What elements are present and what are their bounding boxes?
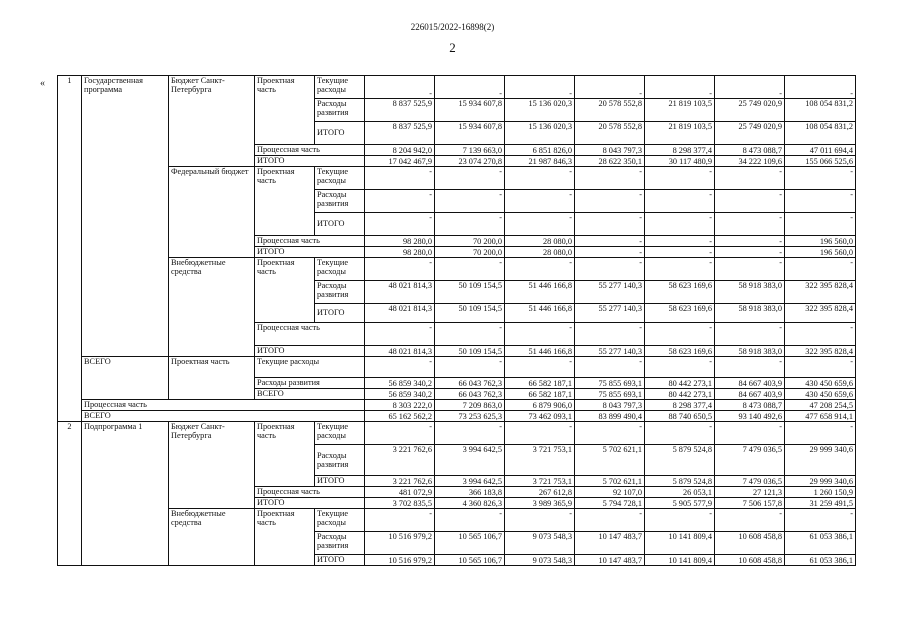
value-cell: - — [435, 213, 505, 236]
expense-type: Расходы развития — [315, 281, 365, 304]
value-cell: - — [785, 509, 856, 532]
value-cell: 28 080,0 — [505, 247, 575, 258]
value-cell: 10 516 979,2 — [365, 532, 435, 555]
value-cell: 5 879 524,8 — [645, 476, 715, 487]
value-cell: 65 162 562,2 — [365, 411, 435, 422]
value-cell: 50 109 154,5 — [435, 281, 505, 304]
value-cell: 66 043 762,3 — [435, 378, 505, 389]
value-cell: 88 740 650,5 — [645, 411, 715, 422]
value-cell: 15 136 020,3 — [505, 99, 575, 122]
value-cell: 3 702 835,5 — [365, 498, 435, 509]
part-label: Процессная часть — [255, 145, 365, 156]
table-row — [58, 411, 856, 422]
value-cell: 26 053,1 — [645, 487, 715, 498]
value-cell: 55 277 140,3 — [575, 281, 645, 304]
table-row — [58, 487, 856, 498]
total-label: ИТОГО — [255, 247, 365, 258]
document-id: 226015/2022-16898(2) — [410, 22, 495, 32]
value-cell: 8 043 797,3 — [575, 400, 645, 411]
value-cell: 27 121,3 — [715, 487, 785, 498]
page-number: 2 — [449, 40, 456, 55]
source-label: Внебюджетные средства — [169, 509, 255, 532]
opening-quote: « — [40, 78, 45, 89]
table-row — [58, 532, 856, 555]
table-row — [58, 122, 856, 145]
value-cell: - — [505, 76, 575, 99]
value-cell: - — [715, 167, 785, 190]
value-cell: 108 054 831,2 — [785, 99, 856, 122]
expense-type: Текущие расходы — [315, 167, 365, 190]
expense-type: ИТОГО — [315, 304, 365, 323]
value-cell: 48 021 814,3 — [365, 346, 435, 357]
value-cell: 5 794 728,1 — [575, 498, 645, 509]
value-cell: 61 053 386,1 — [785, 532, 856, 555]
value-cell: - — [645, 509, 715, 532]
row-number: 2 — [58, 422, 82, 445]
value-cell: 10 608 458,8 — [715, 555, 785, 566]
value-cell: 51 446 166,8 — [505, 346, 575, 357]
value-cell: - — [715, 190, 785, 213]
table-row — [58, 498, 856, 509]
expense-type: Расходы развития — [315, 190, 365, 213]
part-label: Проектная часть — [255, 422, 315, 445]
expense-type: ИТОГО — [315, 476, 365, 487]
value-cell: 50 109 154,5 — [435, 304, 505, 323]
value-cell: 1 260 150,9 — [785, 487, 856, 498]
value-cell: - — [365, 213, 435, 236]
value-cell: - — [575, 509, 645, 532]
value-cell: - — [645, 323, 715, 346]
value-cell: 15 934 607,8 — [435, 99, 505, 122]
value-cell: 8 473 088,7 — [715, 400, 785, 411]
value-cell: 10 141 809,4 — [645, 555, 715, 566]
value-cell: 56 859 340,2 — [365, 378, 435, 389]
value-cell: 3 221 762,6 — [365, 445, 435, 476]
value-cell: 58 623 169,6 — [645, 304, 715, 323]
value-cell: - — [645, 190, 715, 213]
value-cell: - — [785, 190, 856, 213]
expense-type: Текущие расходы — [315, 258, 365, 281]
program-label: Государственная программа — [82, 76, 169, 99]
value-cell: 10 141 809,4 — [645, 532, 715, 555]
value-cell: - — [505, 190, 575, 213]
program-label: Подпрограмма 1 — [82, 422, 169, 445]
expense-type: ИТОГО — [315, 122, 365, 145]
value-cell: - — [715, 509, 785, 532]
value-cell: - — [785, 76, 856, 99]
value-cell: - — [645, 167, 715, 190]
expense-type: Расходы развития — [315, 445, 365, 476]
value-cell: - — [435, 422, 505, 445]
value-cell: - — [715, 422, 785, 445]
value-cell: 8 298 377,4 — [645, 400, 715, 411]
value-cell: - — [575, 236, 645, 247]
value-cell: 51 446 166,8 — [505, 304, 575, 323]
expense-type: Расходы развития — [315, 99, 365, 122]
value-cell: 25 749 020,9 — [715, 122, 785, 145]
value-cell: - — [365, 76, 435, 99]
value-cell: 267 612,8 — [505, 487, 575, 498]
value-cell: - — [575, 258, 645, 281]
value-cell: 3 721 753,1 — [505, 445, 575, 476]
value-cell: 322 395 828,4 — [785, 304, 856, 323]
value-cell: 7 479 036,5 — [715, 476, 785, 487]
value-cell: - — [785, 357, 856, 378]
value-cell: 5 905 577,9 — [645, 498, 715, 509]
total-label: ИТОГО — [255, 156, 365, 167]
table-row — [58, 99, 856, 122]
value-cell: - — [435, 190, 505, 213]
table-row — [58, 378, 856, 389]
value-cell: 70 200,0 — [435, 247, 505, 258]
value-cell: 58 918 383,0 — [715, 304, 785, 323]
value-cell: 196 560,0 — [785, 247, 856, 258]
value-cell: - — [645, 247, 715, 258]
value-cell: 10 147 483,7 — [575, 532, 645, 555]
table-row — [58, 236, 856, 247]
expense-type: Текущие расходы — [315, 509, 365, 532]
table-row — [58, 76, 856, 99]
value-cell: - — [365, 509, 435, 532]
value-cell: 481 072,9 — [365, 487, 435, 498]
value-cell: 15 136 020,3 — [505, 122, 575, 145]
value-cell: - — [645, 422, 715, 445]
value-cell: - — [715, 213, 785, 236]
table-row — [58, 258, 856, 281]
value-cell: 10 147 483,7 — [575, 555, 645, 566]
part-label: Процессная часть — [255, 323, 365, 346]
table-row — [58, 156, 856, 167]
value-cell: - — [435, 509, 505, 532]
value-cell: 66 043 762,3 — [435, 389, 505, 400]
value-cell: 55 277 140,3 — [575, 346, 645, 357]
value-cell: 155 066 525,6 — [785, 156, 856, 167]
expense-type: ИТОГО — [315, 555, 365, 566]
value-cell: 20 578 552,8 — [575, 122, 645, 145]
value-cell: - — [505, 323, 575, 346]
value-cell: - — [715, 258, 785, 281]
value-cell: - — [575, 167, 645, 190]
value-cell: 5 879 524,8 — [645, 445, 715, 476]
value-cell: 8 837 525,9 — [365, 122, 435, 145]
total-label: ИТОГО — [255, 498, 365, 509]
value-cell: - — [365, 167, 435, 190]
value-cell: 55 277 140,3 — [575, 304, 645, 323]
table-row — [58, 476, 856, 487]
value-cell: - — [435, 323, 505, 346]
value-cell: 9 073 548,3 — [505, 555, 575, 566]
part-label: Процессная часть — [255, 487, 365, 498]
value-cell: 34 222 109,6 — [715, 156, 785, 167]
part-label: Процессная часть — [82, 400, 365, 411]
total-label: ИТОГО — [255, 346, 365, 357]
expense-type: Текущие расходы — [315, 76, 365, 99]
value-cell: - — [645, 357, 715, 378]
value-cell: 8 298 377,4 — [645, 145, 715, 156]
value-cell: 3 994 642,5 — [435, 476, 505, 487]
value-cell: 8 303 222,0 — [365, 400, 435, 411]
value-cell: - — [505, 422, 575, 445]
value-cell: 8 837 525,9 — [365, 99, 435, 122]
value-cell: 75 855 693,1 — [575, 378, 645, 389]
value-cell: 84 667 403,9 — [715, 389, 785, 400]
value-cell: 10 565 106,7 — [435, 555, 505, 566]
row-number: 1 — [58, 76, 82, 99]
value-cell: 58 623 169,6 — [645, 281, 715, 304]
value-cell: 17 042 467,9 — [365, 156, 435, 167]
table-row — [58, 281, 856, 304]
table-row — [58, 323, 856, 346]
table-row — [58, 346, 856, 357]
part-label: Проектная часть — [255, 167, 315, 190]
value-cell: 98 280,0 — [365, 247, 435, 258]
value-cell: - — [715, 323, 785, 346]
value-cell: - — [645, 236, 715, 247]
part-label: Проектная часть — [169, 357, 255, 378]
value-cell: - — [365, 190, 435, 213]
value-cell: - — [645, 213, 715, 236]
value-cell: - — [575, 422, 645, 445]
value-cell: 58 623 169,6 — [645, 346, 715, 357]
part-label: Проектная часть — [255, 509, 315, 532]
value-cell: 48 021 814,3 — [365, 281, 435, 304]
value-cell: 47 208 254,5 — [785, 400, 856, 411]
value-cell: 15 934 607,8 — [435, 122, 505, 145]
value-cell: 48 021 814,3 — [365, 304, 435, 323]
value-cell: 5 702 621,1 — [575, 476, 645, 487]
value-cell: 80 442 273,1 — [645, 378, 715, 389]
value-cell: 5 702 621,1 — [575, 445, 645, 476]
value-cell: 23 074 270,8 — [435, 156, 505, 167]
value-cell: 66 582 187,1 — [505, 389, 575, 400]
value-cell: 30 117 480,9 — [645, 156, 715, 167]
table-row — [58, 389, 856, 400]
part-label: Проектная часть — [255, 76, 315, 99]
expense-type: Расходы развития — [315, 532, 365, 555]
expense-type: Расходы развития — [255, 378, 365, 389]
value-cell: 70 200,0 — [435, 236, 505, 247]
value-cell: - — [575, 190, 645, 213]
value-cell: - — [505, 167, 575, 190]
value-cell: 50 109 154,5 — [435, 346, 505, 357]
table-row — [58, 213, 856, 236]
value-cell: 58 918 383,0 — [715, 346, 785, 357]
value-cell: 4 360 826,3 — [435, 498, 505, 509]
value-cell: 92 107,0 — [575, 487, 645, 498]
value-cell: - — [785, 167, 856, 190]
value-cell: - — [575, 76, 645, 99]
value-cell: - — [435, 76, 505, 99]
value-cell: 6 851 826,0 — [505, 145, 575, 156]
value-cell: - — [715, 357, 785, 378]
value-cell: 83 899 490,4 — [575, 411, 645, 422]
value-cell: 8 204 942,0 — [365, 145, 435, 156]
value-cell: - — [365, 323, 435, 346]
value-cell: 47 011 694,4 — [785, 145, 856, 156]
value-cell: 80 442 273,1 — [645, 389, 715, 400]
value-cell: 366 183,8 — [435, 487, 505, 498]
value-cell: - — [365, 357, 435, 378]
value-cell: - — [365, 422, 435, 445]
table-row — [58, 304, 856, 323]
value-cell: 3 994 642,5 — [435, 445, 505, 476]
value-cell: 29 999 340,6 — [785, 445, 856, 476]
value-cell: 28 080,0 — [505, 236, 575, 247]
value-cell: 477 658 914,1 — [785, 411, 856, 422]
value-cell: 3 221 762,6 — [365, 476, 435, 487]
value-cell: 61 053 386,1 — [785, 555, 856, 566]
value-cell: 9 073 548,3 — [505, 532, 575, 555]
value-cell: 10 516 979,2 — [365, 555, 435, 566]
value-cell: - — [435, 167, 505, 190]
value-cell: 25 749 020,9 — [715, 99, 785, 122]
value-cell: 28 622 350,1 — [575, 156, 645, 167]
value-cell: 21 819 103,5 — [645, 99, 715, 122]
value-cell: - — [575, 213, 645, 236]
value-cell: - — [785, 323, 856, 346]
value-cell: 7 209 863,0 — [435, 400, 505, 411]
value-cell: 322 395 828,4 — [785, 346, 856, 357]
value-cell: - — [715, 236, 785, 247]
value-cell: - — [435, 357, 505, 378]
value-cell: 93 140 492,6 — [715, 411, 785, 422]
value-cell: 21 987 846,3 — [505, 156, 575, 167]
table-row — [58, 509, 856, 532]
value-cell: - — [785, 258, 856, 281]
value-cell: 58 918 383,0 — [715, 281, 785, 304]
value-cell: - — [715, 76, 785, 99]
value-cell: - — [435, 258, 505, 281]
value-cell: 430 450 659,6 — [785, 378, 856, 389]
value-cell: - — [715, 247, 785, 258]
part-label: Проектная часть — [255, 258, 315, 281]
value-cell: 322 395 828,4 — [785, 281, 856, 304]
value-cell: 98 280,0 — [365, 236, 435, 247]
table-row — [58, 247, 856, 258]
source-label: Бюджет Санкт-Петербурга — [169, 422, 255, 445]
table-row — [58, 555, 856, 566]
value-cell: - — [575, 323, 645, 346]
value-cell: - — [505, 357, 575, 378]
value-cell: 196 560,0 — [785, 236, 856, 247]
value-cell: 66 582 187,1 — [505, 378, 575, 389]
expense-type: ИТОГО — [315, 213, 365, 236]
table-row — [58, 167, 856, 190]
source-label: Бюджет Санкт-Петербурга — [169, 76, 255, 99]
value-cell: 430 450 659,6 — [785, 389, 856, 400]
table-row — [58, 145, 856, 156]
table-row — [58, 357, 856, 378]
value-cell: - — [505, 258, 575, 281]
value-cell: 84 667 403,9 — [715, 378, 785, 389]
value-cell: 21 819 103,5 — [645, 122, 715, 145]
source-label: Федеральный бюджет — [169, 167, 255, 190]
value-cell: 73 253 625,3 — [435, 411, 505, 422]
value-cell: 51 446 166,8 — [505, 281, 575, 304]
value-cell: 10 608 458,8 — [715, 532, 785, 555]
value-cell: 73 462 093,1 — [505, 411, 575, 422]
expense-type: Текущие расходы — [315, 422, 365, 445]
value-cell: 7 506 157,8 — [715, 498, 785, 509]
value-cell: 3 721 753,1 — [505, 476, 575, 487]
value-cell: 108 054 831,2 — [785, 122, 856, 145]
value-cell: 8 473 088,7 — [715, 145, 785, 156]
value-cell: - — [365, 258, 435, 281]
value-cell: 20 578 552,8 — [575, 99, 645, 122]
table-row — [58, 190, 856, 213]
value-cell: - — [785, 213, 856, 236]
value-cell: - — [505, 213, 575, 236]
value-cell: 56 859 340,2 — [365, 389, 435, 400]
value-cell: - — [505, 509, 575, 532]
value-cell: 7 479 036,5 — [715, 445, 785, 476]
value-cell: - — [785, 422, 856, 445]
table-row — [58, 422, 856, 445]
value-cell: - — [645, 258, 715, 281]
financing-table — [57, 75, 856, 566]
value-cell: 10 565 106,7 — [435, 532, 505, 555]
value-cell: 6 879 906,0 — [505, 400, 575, 411]
table-row — [58, 445, 856, 476]
expense-type: Текущие расходы — [255, 357, 365, 378]
value-cell: 75 855 693,1 — [575, 389, 645, 400]
value-cell: 29 999 340,6 — [785, 476, 856, 487]
total-label: ВСЕГО — [82, 411, 365, 422]
value-cell: 31 259 491,5 — [785, 498, 856, 509]
value-cell: - — [645, 76, 715, 99]
value-cell: 3 989 365,9 — [505, 498, 575, 509]
part-label: Процессная часть — [255, 236, 365, 247]
source-label: Внебюджетные средства — [169, 258, 255, 281]
total-section-label: ВСЕГО — [82, 357, 169, 378]
value-cell: - — [575, 247, 645, 258]
table-row — [58, 400, 856, 411]
value-cell: 7 139 663,0 — [435, 145, 505, 156]
value-cell: - — [575, 357, 645, 378]
total-label: ВСЕГО — [255, 389, 365, 400]
value-cell: 8 043 797,3 — [575, 145, 645, 156]
